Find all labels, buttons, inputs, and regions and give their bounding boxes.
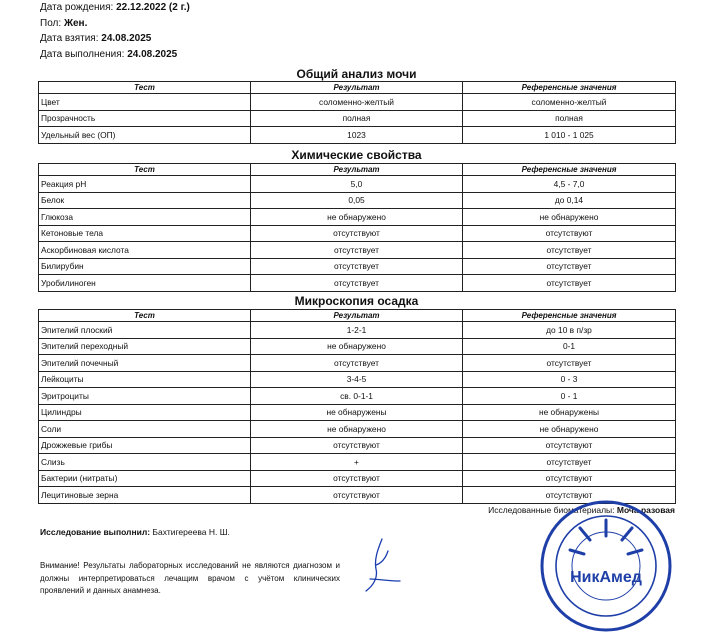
test-result: 1023 <box>251 127 463 144</box>
table-row <box>39 258 676 275</box>
table-row <box>39 242 676 259</box>
test-ref: до 10 в п/зр <box>463 322 676 339</box>
patient-info <box>40 0 190 62</box>
test-name: Дрожжевые грибы <box>39 437 251 454</box>
col-result: Результат <box>251 82 463 94</box>
test-name: Цилиндры <box>39 404 251 421</box>
taken-label: Дата взятия: <box>40 33 99 44</box>
test-result: полная <box>251 110 463 127</box>
table-row <box>39 388 676 405</box>
test-name: Лецитиновые зерна <box>39 487 251 504</box>
test-ref: отсутствует <box>463 242 676 259</box>
table-general <box>38 81 676 144</box>
stamp-brand: НикАмед <box>570 569 642 586</box>
test-name: Эритроциты <box>39 388 251 405</box>
sex-value: Жен. <box>63 17 88 29</box>
test-result: + <box>251 454 463 471</box>
test-result: отсутствуют <box>251 487 463 504</box>
test-result: отсутствуют <box>251 437 463 454</box>
table-row <box>39 470 676 487</box>
test-result: не обнаружено <box>251 338 463 355</box>
dob-label: Дата рождения: <box>40 2 114 13</box>
col-ref: Референсные значения <box>463 82 676 94</box>
test-ref: соломенно-желтый <box>463 94 676 111</box>
test-name: Соли <box>39 421 251 438</box>
col-test: Тест <box>39 310 251 322</box>
test-ref: отсутствуют <box>463 487 676 504</box>
test-name: Белок <box>39 192 251 209</box>
biomaterial-label: Исследованные биоматериалы: <box>488 505 615 515</box>
test-name: Аскорбиновая кислота <box>39 242 251 259</box>
test-name: Билирубин <box>39 258 251 275</box>
table-row <box>39 225 676 242</box>
test-result: отсутствуют <box>251 470 463 487</box>
test-ref: не обнаружены <box>463 404 676 421</box>
test-result: соломенно-желтый <box>251 94 463 111</box>
test-result: 1-2-1 <box>251 322 463 339</box>
done-value: 24.08.2025 <box>127 48 178 60</box>
disclaimer-note: Внимание! Результаты лабораторных исследований не являются диагнозом и должны интерпретироваться лечащим врачом с учётом клинических проявлений и данных анамнеза. <box>40 561 340 595</box>
test-ref: отсутствует <box>463 258 676 275</box>
test-name: Бактерии (нитраты) <box>39 470 251 487</box>
test-ref: до 0,14 <box>463 192 676 209</box>
test-ref: отсутствуют <box>463 470 676 487</box>
test-ref: отсутствует <box>463 355 676 372</box>
test-name: Эпителий почечный <box>39 355 251 372</box>
col-test: Тест <box>39 82 251 94</box>
test-result: отсутствует <box>251 355 463 372</box>
test-ref: не обнаружено <box>463 421 676 438</box>
table-row <box>39 404 676 421</box>
col-result: Результат <box>251 310 463 322</box>
table-row <box>39 338 676 355</box>
table-row <box>39 437 676 454</box>
col-result: Результат <box>251 164 463 176</box>
col-ref: Референсные значения <box>463 164 676 176</box>
performer-line <box>40 527 230 537</box>
test-ref: 1 010 - 1 025 <box>463 127 676 144</box>
biomaterial-value: Моча разовая <box>616 505 675 515</box>
test-name: Удельный вес (ОП) <box>39 127 251 144</box>
table-row <box>39 454 676 471</box>
test-name: Уробилиноген <box>39 275 251 292</box>
done-label: Дата выполнения: <box>40 48 125 60</box>
table-row <box>39 209 676 226</box>
test-ref: 0-1 <box>463 338 676 355</box>
test-name: Эпителий переходный <box>39 338 251 355</box>
test-name: Реакция рН <box>39 176 251 193</box>
col-ref: Референсные значения <box>463 310 676 322</box>
dob-row <box>40 0 190 16</box>
table-row <box>39 176 676 193</box>
test-ref: отсутствует <box>463 275 676 292</box>
sex-row <box>40 16 190 32</box>
test-ref: полная <box>463 110 676 127</box>
test-ref: 0 - 3 <box>463 371 676 388</box>
test-ref: 0 - 1 <box>463 388 676 405</box>
test-result: св. 0-1-1 <box>251 388 463 405</box>
test-ref: отсутствуют <box>463 225 676 242</box>
test-result: 3-4-5 <box>251 371 463 388</box>
taken-row <box>40 31 190 47</box>
table-row <box>39 275 676 292</box>
test-name: Эпителий плоский <box>39 322 251 339</box>
table-chemistry <box>38 163 676 292</box>
test-name: Лейкоциты <box>39 371 251 388</box>
signature-icon <box>352 535 407 595</box>
col-test: Тест <box>39 164 251 176</box>
table-row <box>39 94 676 111</box>
test-name: Цвет <box>39 94 251 111</box>
test-ref: 4,5 - 7,0 <box>463 176 676 193</box>
table-row <box>39 322 676 339</box>
table-header <box>39 82 676 94</box>
table-row <box>39 355 676 372</box>
test-result: отсутствует <box>251 258 463 275</box>
table-header <box>39 310 676 322</box>
stamp-icon <box>540 500 672 632</box>
test-result: 5,0 <box>251 176 463 193</box>
test-ref: отсутствует <box>463 454 676 471</box>
section-title-microscopy: Микроскопия осадка <box>294 294 419 308</box>
test-result: не обнаружено <box>251 209 463 226</box>
taken-value: 24.08.2025 <box>101 33 152 44</box>
section-title-chemistry: Химические свойства <box>291 148 422 162</box>
performer-name: Бахтигереева Н. Ш. <box>152 527 230 537</box>
test-result: не обнаружены <box>251 404 463 421</box>
table-row <box>39 192 676 209</box>
test-result: отсутствует <box>251 242 463 259</box>
table-row <box>39 110 676 127</box>
performer-label: Исследование выполнил: <box>40 527 151 537</box>
done-row <box>40 47 190 63</box>
test-ref: не обнаружено <box>463 209 676 226</box>
test-name: Кетоновые тела <box>39 225 251 242</box>
table-row <box>39 371 676 388</box>
dob-value: 22.12.2022 (2 г.) <box>116 2 190 13</box>
test-name: Прозрачность <box>39 110 251 127</box>
table-row <box>39 127 676 144</box>
test-result: отсутствует <box>251 275 463 292</box>
table-header <box>39 164 676 176</box>
section-title-general: Общий анализ мочи <box>296 67 417 81</box>
table-microscopy <box>38 309 676 504</box>
test-name: Слизь <box>39 454 251 471</box>
table-row <box>39 421 676 438</box>
test-result: не обнаружено <box>251 421 463 438</box>
test-name: Глюкоза <box>39 209 251 226</box>
test-ref: отсутствуют <box>463 437 676 454</box>
test-result: 0,05 <box>251 192 463 209</box>
test-result: отсутствуют <box>251 225 463 242</box>
sex-label: Пол: <box>40 17 62 29</box>
